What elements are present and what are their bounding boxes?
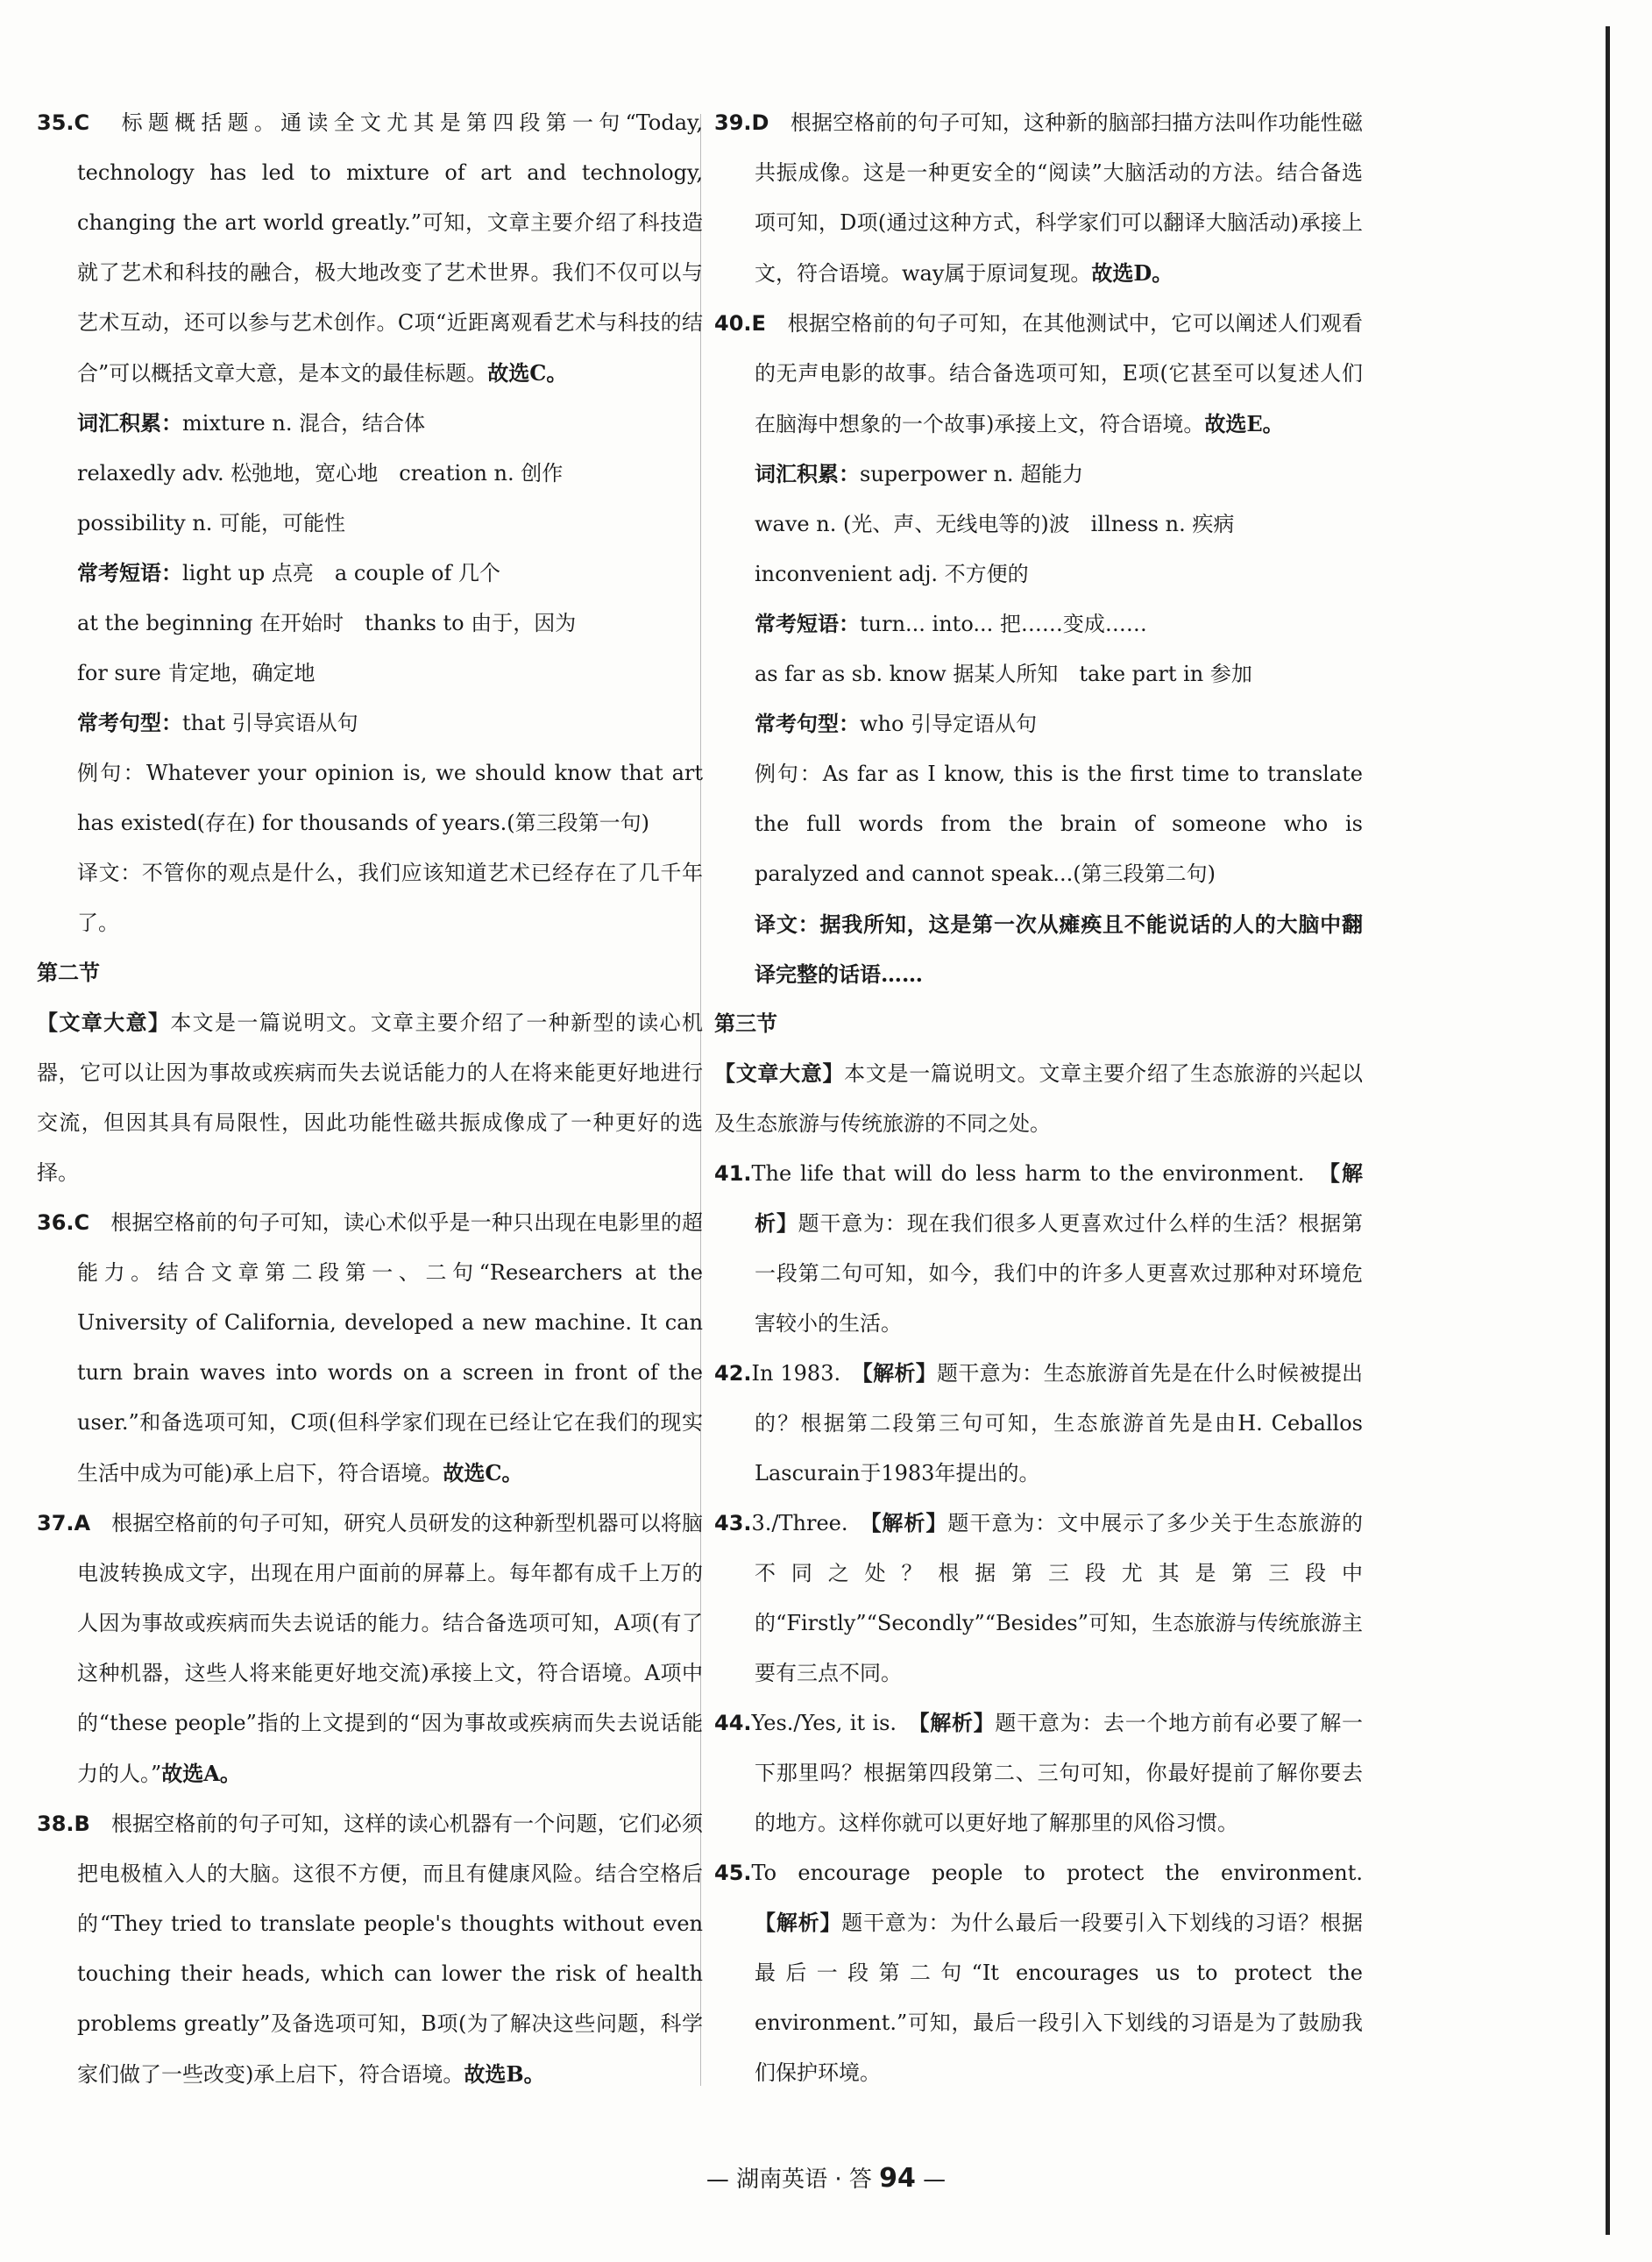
vocab-line: inconvenient adj. 不方便的: [755, 562, 1029, 586]
phrase-line: at the beginning 在开始时 thanks to 由于，因为: [77, 611, 577, 635]
phrase-block: 常考短语：light up 点亮 a couple of 几个: [77, 561, 501, 585]
answer-44: 44.Yes./Yes, it is. 【解析】题干意为：去一个地方前有必要了解一下那里吗？根据第四段第二、三句可知，你最好提前了解你要去的地方。这样你就可以更好地了解那里的风俗习惯。: [714, 1711, 1364, 1835]
phrase-line: as far as sb. know 据某人所知 take part in 参加: [755, 662, 1252, 686]
page-edge-line: [1606, 26, 1610, 2235]
right-column: [714, 98, 1363, 2098]
article-summary: 【文章大意】本文是一篇说明文。文章主要介绍了生态旅游的兴起以及生态旅游与传统旅游的不同之处。: [714, 1061, 1364, 1136]
answer-42: 42.In 1983. 【解析】题干意为：生态旅游首先是在什么时候被提出的？根据第二段第三句可知，生态旅游首先是由H. Ceballos Lascurain于1983年提出的。: [714, 1361, 1364, 1486]
translation: 译文：据我所知，这是第一次从瘫痪且不能说话的人的大脑中翻译完整的话语……: [755, 911, 1363, 987]
phrase-block: 常考短语：turn... into... 把……变成……: [755, 612, 1147, 636]
vocab-line: wave n. (光、声、无线电等的)波 illness n. 疾病: [755, 512, 1235, 536]
example-sentence: 例句：As far as I know, this is the first time to translate the full words from the brain of someone who is paralyzed and cannot speak...(第三段第二句): [755, 762, 1363, 886]
sentence-pattern: 常考句型：who 引导定语从句: [755, 712, 1038, 736]
left-column: [37, 98, 703, 2100]
answer-37: 37.A 根据空格前的句子可知，研究人员研发的这种新型机器可以将脑电波转换成文字，出现在用户面前的屏幕上。每年都有成千上万的人因为事故或疾病而失去说话的能力。结合备选项可知，A项(有了这种机器，这些人将来能更好地交流)承接上文，符合语境。A项中的“these people”指的上文提到的“因为事故或疾病而失去说话能力的人。”故选A。: [37, 1511, 704, 1786]
section-heading: 第二节: [37, 961, 100, 985]
vocab-block: 词汇积累：superpower n. 超能力: [755, 462, 1084, 486]
page-number: 94: [879, 2163, 916, 2194]
answer-41: 41.The life that will do less harm to the environment. 【解析】题干意为：现在我们很多人更喜欢过什么样的生活？根据第一段第二句可知，如今，我们中的许多人更喜欢过那种对环境危害较小的生活。: [714, 1161, 1364, 1336]
answer-35: 35.C 标题概括题。通读全文尤其是第四段第一句“Today, technology has led to mixture of art and technology, changing the art world greatly.”可知，文章主要介绍了科技造就了艺术和科技的融合，极大地改变了艺术世界。我们不仅可以与艺术互动，还可以参与艺术创作。C项“近距离观看艺术与科技的结合”可以概括文章大意，是本文的最佳标题。故选C。: [37, 110, 703, 386]
answer-45: 45.To encourage people to protect the environment. 【解析】题干意为：为什么最后一段要引入下划线的习语？根据最后一段第二句“It encourages us to protect the environment.”可知，最后一段引入下划线的习语是为了鼓励我们保护环境。: [714, 1861, 1364, 2085]
answer-39: 39.D 根据空格前的句子可知，这种新的脑部扫描方法叫作功能性磁共振成像。这是一种更安全的“阅读”大脑活动的方法。结合备选项可知，D项(通过这种方式，科学家们可以翻译大脑活动)承接上文，符合语境。way属于原词复现。故选D。: [714, 110, 1364, 286]
article-summary: 【文章大意】本文是一篇说明文。文章主要介绍了一种新型的读心机器，它可以让因为事故或疾病而失去说话能力的人在将来能更好地进行交流，但因其具有局限性，因此功能性磁共振成像成了一种更好的选择。: [37, 1010, 704, 1185]
sentence-pattern: 常考句型：that 引导宾语从句: [77, 711, 358, 735]
example-sentence: 例句：Whatever your opinion is, we should know that art has existed(存在) for thousands of years.(第三段第一句): [77, 761, 703, 835]
answer-36: 36.C 根据空格前的句子可知，读心术似乎是一种只出现在电影里的超能力。结合文章第二段第一、二句“Researchers at the University of California, developed a new machine. It can turn brain waves into words on a screen in front of the user.”和备选项可知，C项(但科学家们现在已经让它在我们的现实生活中成为可能)承上启下，符合语境。故选C。: [37, 1210, 704, 1486]
vocab-line: relaxedly adv. 松弛地，宽心地 creation n. 创作: [77, 461, 564, 486]
translation: 译文：不管你的观点是什么，我们应该知道艺术已经存在了几千年了。: [77, 861, 703, 935]
answer-40: 40.E 根据空格前的句子可知，在其他测试中，它可以阐述人们观看的无声电影的故事。结合备选项可知，E项(它甚至可以复述人们在脑海中想象的一个故事)承接上文，符合语境。故选E。: [714, 311, 1364, 436]
vocab-block: 词汇积累：mixture n. 混合，结合体: [77, 411, 426, 436]
vocab-line: possibility n. 可能，可能性: [77, 511, 346, 535]
section-heading: 第三节: [714, 1011, 777, 1036]
answer-43: 43.3./Three. 【解析】题干意为：文中展示了多少关于生态旅游的不同之处？根据第三段尤其是第三段中的“Firstly”“Secondly”“Besides”可知，生态旅游与传统旅游主要有三点不同。: [714, 1511, 1364, 1685]
answer-38: 38.B 根据空格前的句子可知，这样的读心机器有一个问题，它们必须把电极植入人的大脑。这很不方便，而且有健康风险。结合空格后的“They tried to translate people's thoughts without even touching their heads, which can lower the risk of health problems greatly”及备选项可知，B项(为了解决这些问题，科学家们做了一些改变)承上启下，符合语境。故选B。: [37, 1812, 704, 2087]
page-footer: — 湖南英语 · 答 94 —: [705, 2163, 947, 2194]
phrase-line: for sure 肯定地，确定地: [77, 661, 316, 685]
